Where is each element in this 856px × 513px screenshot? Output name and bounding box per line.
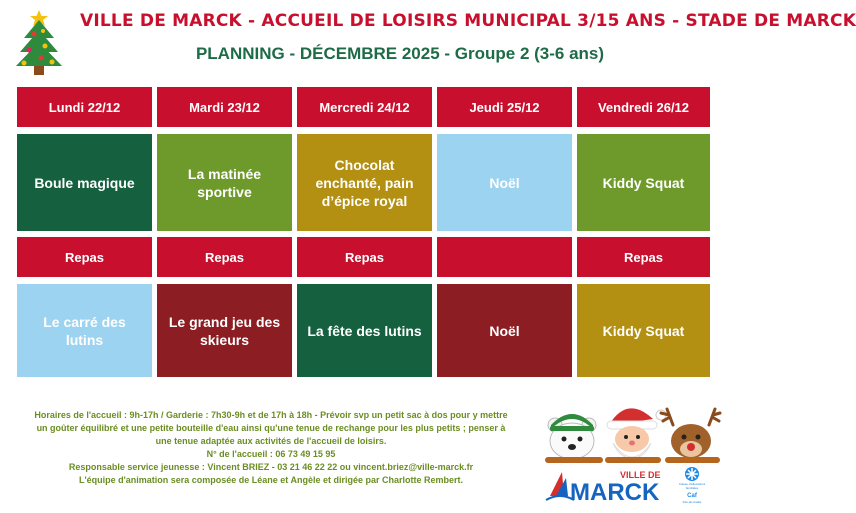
page-title: VILLE DE MARCK - ACCUEIL DE LOISIRS MUNICIPAL 3/15 ANS - STADE DE MARCK (80, 11, 856, 31)
caf-text2: familiales (685, 486, 699, 490)
footer-contact: Responsable service jeunesse : Vincent BRIEZ - 03 21 46 22 22 ou vincent.briez@ville-marck.fr (68, 462, 474, 472)
footer-team: L'équipe d'animation sera composée de Léane et Angèle et dirigée par Charlotte Rembert. (78, 475, 464, 485)
afternoon-activity-thursday: Noël (437, 284, 572, 377)
morning-activity-thursday: Noël (437, 134, 572, 231)
morning-activity-tuesday: La matinée sportive (157, 134, 292, 231)
footer-phone: N° de l'accueil : 06 73 49 15 95 (206, 449, 336, 459)
lunch-monday: Repas (17, 237, 152, 277)
caf-abbr: Caf (687, 493, 697, 499)
christmas-characters (545, 395, 720, 463)
lunch-thursday (437, 237, 572, 277)
caf-logo (672, 465, 712, 507)
ville-de-marck-logo (546, 466, 664, 506)
lunch-wednesday: Repas (297, 237, 432, 277)
day-header-thursday: Jeudi 25/12 (437, 87, 572, 127)
reindeer-icon (661, 409, 720, 463)
morning-activity-friday: Kiddy Squat (577, 134, 710, 231)
afternoon-activity-monday: Le carré des lutins (17, 284, 152, 377)
afternoon-activity-wednesday: La fête des lutins (297, 284, 432, 377)
footer-info (10, 409, 532, 487)
christmas-tree-icon (14, 6, 64, 78)
day-header-tuesday: Mardi 23/12 (157, 87, 292, 127)
lunch-tuesday: Repas (157, 237, 292, 277)
day-header-friday: Vendredi 26/12 (577, 87, 710, 127)
day-header-monday: Lundi 22/12 (17, 87, 152, 127)
logo-marck: MARCK (570, 479, 660, 506)
page-subtitle: PLANNING - DÉCEMBRE 2025 - Groupe 2 (3-6 ans) (195, 44, 605, 63)
santa-icon (605, 407, 666, 463)
logo-ville-de: VILLE DE (620, 470, 661, 480)
day-header-wednesday: Mercredi 24/12 (297, 87, 432, 127)
lunch-friday: Repas (577, 237, 710, 277)
morning-activity-monday: Boule magique (17, 134, 152, 231)
polar-bear-icon (545, 414, 603, 463)
afternoon-activity-tuesday: Le grand jeu des skieurs (157, 284, 292, 377)
afternoon-activity-friday: Kiddy Squat (577, 284, 710, 377)
footer-hours-line1: Horaires de l'accueil : 9h-17h / Garderie : 7h30-9h et de 17h à 18h - Prévoir svp un petit sac à dos pour y mettre (34, 410, 508, 420)
caf-text1: Caisse d'allocations (678, 482, 706, 486)
footer-hours-line2: un goûter équilibré et une petite bouteille d'eau ainsi qu'une tenue de rechange pour les plus petits ; penser à (36, 423, 506, 433)
caf-text3: Pas-de-Calais (682, 500, 702, 504)
footer-hours-line3: une tenue adaptée aux activités de l'accueil de loisirs. (155, 436, 387, 446)
morning-activity-wednesday: Chocolat enchanté, pain d’épice royal (297, 134, 432, 231)
